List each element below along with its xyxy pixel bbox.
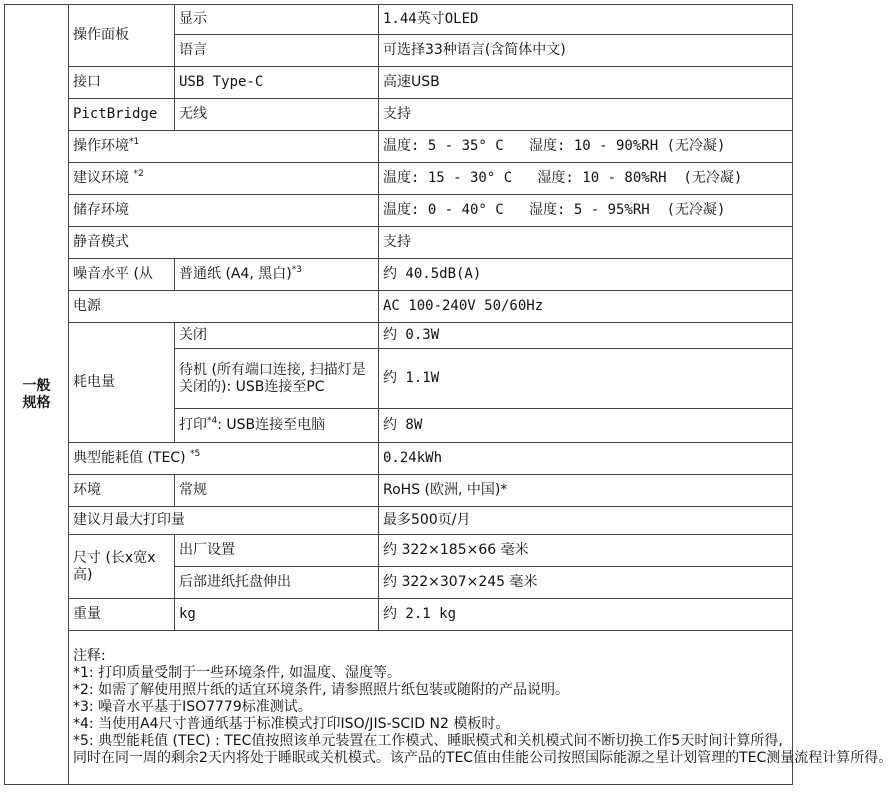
- note-5-continued: 同时在同一周的剩余2天内将处于睡眠或关机模式。该产品的TEC值由佳能公司按照国际能源之星计划管理的TEC测量流程计算所得。: [73, 750, 892, 766]
- table-row: [5, 535, 793, 567]
- table-row: [5, 631, 793, 785]
- power-value: AC 100-240V 50/60Hz: [379, 291, 793, 323]
- pictbridge-sub: 无线: [175, 99, 379, 131]
- tec-text: 典型能耗值 (TEC): [73, 450, 186, 466]
- print-mark: *4: [207, 416, 218, 426]
- pictbridge-value: 支持: [379, 99, 793, 131]
- interface-value: 高速USB: [379, 67, 793, 99]
- env-value: RoHS (欧洲, 中国)*: [379, 475, 793, 507]
- table-row: [5, 323, 793, 349]
- standby-label: 待机 (所有端口连接, 扫描灯是关闭的): USB连接至PC: [175, 349, 379, 409]
- op-env-label: [69, 131, 379, 163]
- noise-value: 约 40.5dB(A): [379, 259, 793, 291]
- table-row: [5, 5, 793, 35]
- rec-env-text: 建议环境: [73, 170, 129, 186]
- table-row: [5, 131, 793, 163]
- rec-env-label: [69, 163, 379, 195]
- display-value: 1.44英寸OLED: [379, 5, 793, 35]
- table-row: [5, 99, 793, 131]
- noise-mark: *3: [291, 265, 302, 275]
- notes-cell: [69, 631, 892, 785]
- note-3: *3: 噪音水平基于ISO7779标准测试。: [73, 699, 312, 715]
- off-value: 约 0.3W: [379, 323, 793, 349]
- notes-heading: 注释:: [73, 648, 106, 664]
- size-factory-label: 出厂设置: [175, 535, 379, 567]
- spec-table: [4, 4, 892, 785]
- interface-label: 接口: [69, 67, 175, 99]
- table-row: [5, 475, 793, 507]
- op-env-text: 操作环境: [73, 138, 129, 154]
- print-value: 约 8W: [379, 409, 793, 443]
- print-text-tail: : USB连接至电脑: [217, 417, 326, 433]
- quiet-value: 支持: [379, 227, 793, 259]
- pictbridge-label: PictBridge: [69, 99, 175, 131]
- tec-label: [69, 443, 379, 475]
- power-label: 电源: [69, 291, 379, 323]
- table-row: [5, 443, 793, 475]
- table-row: [5, 195, 793, 227]
- note-4: *4: 当使用A4尺寸普通纸基于标准模式打印ISO/JIS-SCID N2 模板时。: [73, 716, 510, 732]
- noise-sub-text: 普通纸 (A4, 黑白): [179, 266, 292, 282]
- tec-value: 0.24kWh: [379, 443, 793, 475]
- table-row: [5, 227, 793, 259]
- standby-value: 约 1.1W: [379, 349, 793, 409]
- quiet-label: 静音模式: [69, 227, 379, 259]
- interface-sub: USB Type-C: [175, 67, 379, 99]
- display-label: 显示: [175, 5, 379, 35]
- print-text: 打印: [179, 417, 207, 433]
- language-label: 语言: [175, 35, 379, 67]
- language-value: 可选择33种语言(含简体中文): [379, 35, 793, 67]
- env-label: 环境: [69, 475, 175, 507]
- consumption-label: 耗电量: [69, 323, 175, 443]
- weight-value: 约 2.1 kg: [379, 599, 793, 631]
- table-row: [5, 259, 793, 291]
- size-tray-value: 约 322×307×245 毫米: [379, 567, 793, 599]
- note-1: *1: 打印质量受制于一些环境条件, 如温度、湿度等。: [73, 665, 401, 681]
- rec-env-mark: *2: [133, 169, 144, 179]
- section-title: 一般 规格: [5, 5, 69, 785]
- table-row: [5, 291, 793, 323]
- print-label: [175, 409, 379, 443]
- panel-label: 操作面板: [69, 5, 175, 67]
- op-env-value: 温度: 5 - 35° C 湿度: 10 - 90%RH (无冷凝): [379, 131, 793, 163]
- monthly-label: 建议月最大打印量: [69, 507, 379, 535]
- note-2: *2: 如需了解使用照片纸的适宜环境条件, 请参照照片纸包装或随附的产品说明。: [73, 682, 569, 698]
- op-env-mark: *1: [129, 137, 140, 147]
- size-tray-label: 后部进纸托盘伸出: [175, 567, 379, 599]
- table-row: [5, 599, 793, 631]
- noise-sub: [175, 259, 379, 291]
- size-factory-value: 约 322×185×66 毫米: [379, 535, 793, 567]
- tec-mark: *5: [190, 449, 201, 459]
- weight-sub: kg: [175, 599, 379, 631]
- table-row: [5, 163, 793, 195]
- storage-env-label: 储存环境: [69, 195, 379, 227]
- monthly-value: 最多500页/月: [379, 507, 793, 535]
- off-label: 关闭: [175, 323, 379, 349]
- table-row: [5, 67, 793, 99]
- noise-label: 噪音水平 (从: [69, 259, 175, 291]
- env-sub: 常规: [175, 475, 379, 507]
- table-row: [5, 507, 793, 535]
- weight-label: 重量: [69, 599, 175, 631]
- rec-env-value: 温度: 15 - 30° C 湿度: 10 - 80%RH (无冷凝): [379, 163, 793, 195]
- storage-env-value: 温度: 0 - 40° C 湿度: 5 - 95%RH (无冷凝): [379, 195, 793, 227]
- note-5: *5: 典型能耗值 (TEC) : TEC值按照该单元装置在工作模式、睡眠模式和关机模式间不断切换工作5天时间计算所得,: [73, 733, 783, 749]
- size-label: 尺寸 (长x宽x高): [69, 535, 175, 599]
